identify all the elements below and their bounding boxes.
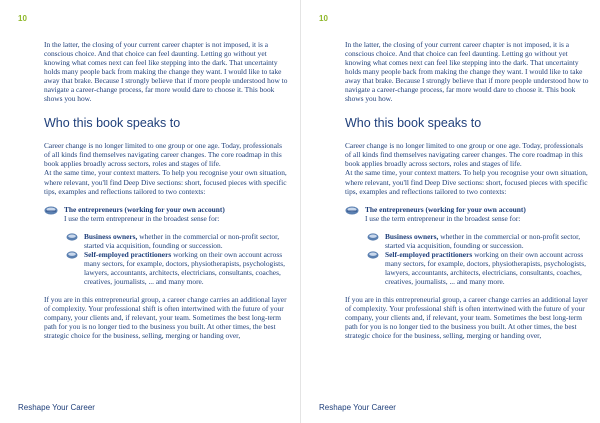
intro-paragraph: In the latter, the closing of your current career chapter is not imposed, it is a conscious choice. And that choice can feel daunting. Letting go without yet knowing what comes next can feel like stepping into the dark. That uncertainty holds many people back from making the change they want. I would like to take away that brake. Because I strongly believe that if more people understood how to navigate a career-change process, far more would dare to choose it. This book shows you how.	[44, 40, 288, 104]
paragraph-context: At the same time, your context matters. To help you recognise your own situation, where relevant, you'll find Deep Dive sections: short, focused pieces with specific tips, examples and reflections tailored to two contexts:	[44, 168, 287, 196]
bullet-text: working on their own account across many sectors, for example, doctors, physiotherapists, psychologists, lawyers, accountants, architects, electricians, consultants, coaches, creatives, journalists, ... and many more.	[84, 249, 285, 286]
paragraph-career-change: Career change is no longer limited to one group or one age. Today, professionals of all kinds find themselves navigating career changes. The core roadmap in this book applies broadly across sectors, roles and stages of life.	[44, 141, 282, 169]
bullet-text: whether in the commercial or non-profit sector, started via acquisition, founding or succession.	[385, 231, 581, 250]
list-item	[44, 250, 289, 286]
deep-dive-bullet-icon	[367, 233, 379, 241]
bullet-text: working on their own account across many sectors, for example, doctors, physiotherapists, psychologists, lawyers, accountants, architects, electricians, consultants, coaches, creatives, journalists, ... and many more.	[385, 249, 586, 286]
context-entrepreneurs	[44, 205, 289, 223]
list-item	[345, 232, 590, 250]
deep-dive-icon	[44, 206, 58, 215]
entrepreneur-list	[345, 232, 590, 286]
context-title: The entrepreneurs (working for your own account)	[64, 204, 225, 214]
running-footer: Reshape Your Career	[319, 403, 396, 412]
deep-dive-icon	[345, 206, 359, 215]
context-subtitle: I use the term entrepreneur in the broadest sense for:	[365, 213, 521, 223]
page-number: 10	[319, 14, 328, 23]
context-title: The entrepreneurs (working for your own account)	[365, 204, 526, 214]
section-heading: Who this book speaks to	[44, 116, 181, 131]
right-page	[300, 0, 600, 423]
deep-dive-bullet-icon	[66, 251, 78, 259]
bullet-bold: Business owners,	[385, 231, 439, 241]
page-number: 10	[18, 14, 27, 23]
section-heading: Who this book speaks to	[345, 116, 482, 131]
page-content	[345, 40, 590, 340]
context-subtitle: I use the term entrepreneur in the broadest sense for:	[64, 213, 220, 223]
bullet-bold: Self-employed practitioners	[84, 249, 172, 259]
list-item	[345, 250, 590, 286]
context-entrepreneurs	[345, 205, 590, 223]
bullet-text: whether in the commercial or non-profit sector, started via acquisition, founding or succession.	[84, 231, 280, 250]
bullet-bold: Self-employed practitioners	[385, 249, 473, 259]
paragraph-career-change: Career change is no longer limited to one group or one age. Today, professionals of all kinds find themselves navigating career changes. The core roadmap in this book applies broadly across sectors, roles and stages of life.	[345, 141, 583, 169]
deep-dive-bullet-icon	[367, 251, 379, 259]
bullet-bold: Business owners,	[84, 231, 138, 241]
paragraph-entrepreneurial: If you are in this entrepreneurial group, a career change carries an additional layer of complexity. Your professional shift is often intertwined with the future of your company, your clients and, if relevant, your team. Sometimes the best long-term path for you is no longer tied to the business you built. At other times, the best strategic choice for the business, selling, merging or handing over,	[44, 294, 287, 341]
intro-paragraph: In the latter, the closing of your current career chapter is not imposed, it is a conscious choice. And that choice can feel daunting. Letting go without yet knowing what comes next can feel like stepping into the dark. That uncertainty holds many people back from making the change they want. I would like to take away that brake. Because I strongly believe that if more people understood how to navigate a career-change process, far more would dare to choose it. This book shows you how.	[345, 40, 589, 104]
deep-dive-bullet-icon	[66, 233, 78, 241]
paragraph-entrepreneurial: If you are in this entrepreneurial group, a career change carries an additional layer of complexity. Your professional shift is often intertwined with the future of your company, your clients and, if relevant, your team. Sometimes the best long-term path for you is no longer tied to the business you built. At other times, the best strategic choice for the business, selling, merging or handing over,	[345, 294, 588, 341]
paragraph-context: At the same time, your context matters. To help you recognise your own situation, where relevant, you'll find Deep Dive sections: short, focused pieces with specific tips, examples and reflections tailored to two contexts:	[345, 168, 588, 196]
entrepreneur-list	[44, 232, 289, 286]
page-content	[44, 40, 289, 340]
running-footer: Reshape Your Career	[18, 403, 95, 412]
list-item	[44, 232, 289, 250]
